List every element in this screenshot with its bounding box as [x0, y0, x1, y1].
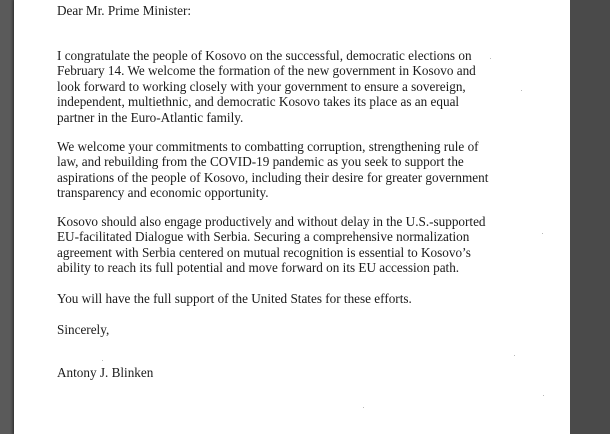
document-page	[14, 0, 570, 434]
letter-body	[57, 3, 497, 380]
viewer-background-right	[570, 0, 610, 434]
salutation: Dear Mr. Prime Minister:	[57, 3, 192, 18]
paragraph-1: I congratulate the people of Kosovo on the successful, democratic elections on February 14. We welcome the formation of the new government in Kosovo and look forward to working closely with your government to ensure a sovereign, independent, multiethnic, and democratic Kosovo takes its place as an equal partner in the Euro-Atlantic family.	[57, 48, 476, 125]
paragraph-2: We welcome your commitments to combatting corruption, strengthening rule of law, and rebuilding from the COVID-19 pandemic as you seek to support the aspirations of the people of Kosovo, including their desire for greater government transparency and economic opportunity.	[57, 139, 489, 201]
signature-name: Antony J. Blinken	[57, 365, 154, 380]
paragraph-3: Kosovo should also engage productively and without delay in the U.S.-supported EU-facilitated Dialogue with Serbia. Securing a comprehensive normalization agreement with Serbia centered on mutual recognition is essential to Kosovo’s ability to reach its full potential and move forward on its EU accession path.	[57, 214, 486, 276]
paragraph-4: You will have the full support of the United States for these efforts.	[57, 291, 412, 306]
closing: Sincerely,	[57, 322, 110, 337]
